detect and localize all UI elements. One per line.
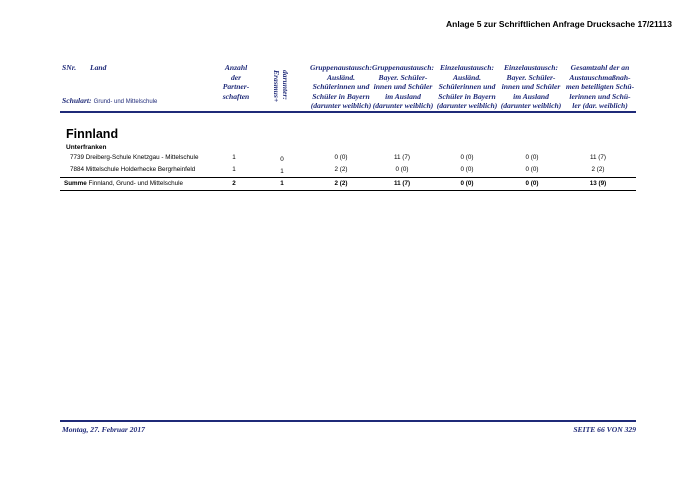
- header-line: Partner-: [222, 82, 250, 92]
- summary-text: Finnland, Grund- und Mittelschule: [88, 180, 184, 187]
- gesamt-value: 2 (2): [591, 166, 605, 173]
- summary-gruppen-auslaendisch: 2 (2): [334, 180, 348, 187]
- header-line: ler (dar. weiblich): [572, 101, 628, 111]
- footer-date: Montag, 27. Februar 2017: [62, 425, 145, 434]
- header-line: Gruppenaustausch:: [309, 63, 373, 72]
- header-line: Schüler in Bayern: [312, 91, 370, 101]
- header-gruppen-auslaendisch: [304, 63, 378, 111]
- header-line: men beteiligten Schü-: [565, 82, 635, 92]
- partner-count: 1: [232, 154, 236, 161]
- header-line: Erasmus+: [272, 70, 281, 103]
- schulart-value: Grund- und Mittelschule: [93, 99, 158, 105]
- table-row: [60, 154, 636, 164]
- header-line: Anzahl: [224, 63, 248, 72]
- header-line: (darunter weiblich): [372, 101, 434, 111]
- gruppen-auslaendisch-value: 2 (2): [334, 166, 348, 173]
- einzel-bayerisch-value: 0 (0): [525, 166, 539, 173]
- footer-divider: [60, 420, 636, 422]
- header-schulart: [62, 96, 157, 105]
- header-line: Schülerinnen und: [312, 82, 370, 92]
- gruppen-bayerisch-value: 0 (0): [395, 166, 409, 173]
- header-line: (darunter weiblich): [436, 101, 498, 111]
- erasmus-count: 1: [280, 168, 284, 175]
- header-anzahl-partnerschaften: [211, 63, 261, 101]
- partner-count: 1: [232, 166, 236, 173]
- summary-einzel-auslaendisch: 0 (0): [460, 180, 474, 187]
- header-line: darunter:: [281, 70, 290, 100]
- header-snr: SNr.: [62, 63, 77, 72]
- summary-gesamt: 13 (9): [589, 180, 607, 187]
- header-line: schaften: [222, 91, 250, 101]
- header-line: Gruppenaustausch:: [371, 63, 435, 72]
- country-heading: Finnland: [66, 127, 119, 141]
- header-line: Bayer. Schüler-: [378, 72, 428, 82]
- header-line: Schüler in Bayern: [438, 91, 496, 101]
- header-line: Ausländ.: [326, 72, 356, 82]
- header-line: Einzelaustausch:: [503, 63, 559, 72]
- erasmus-count: 0: [280, 156, 284, 163]
- header-line: Austauschmaßnah-: [569, 72, 631, 82]
- summary-label: Summe: [64, 180, 87, 187]
- header-gesamtzahl: [562, 63, 638, 111]
- header-line: innen und Schüler: [501, 82, 561, 92]
- header-divider: [60, 111, 636, 113]
- header-line: lerinnen und Schü-: [569, 91, 631, 101]
- header-line: Einzelaustausch:: [439, 63, 495, 72]
- summary-row: [60, 180, 636, 190]
- header-line: innen und Schüler: [373, 82, 433, 92]
- header-land: Land: [90, 63, 107, 72]
- header-line: Gesamtzahl der an: [570, 63, 630, 72]
- header-erasmus: [272, 70, 290, 102]
- summary-label-group: [64, 180, 183, 187]
- summary-gruppen-bayerisch: 11 (7): [393, 180, 411, 187]
- header-line: Schülerinnen und: [438, 82, 496, 92]
- summary-partner: 2: [232, 180, 236, 187]
- school-name: 7884 Mittelschule Holderhecke Bergrheinfeld: [70, 166, 196, 173]
- einzel-auslaendisch-value: 0 (0): [460, 166, 474, 173]
- summary-divider-bottom: [60, 190, 636, 191]
- header-einzel-auslaendisch: [433, 63, 501, 111]
- region-heading: Unterfranken: [66, 144, 107, 151]
- header-line: (darunter weiblich): [310, 101, 372, 111]
- header-line: der: [230, 72, 242, 82]
- schulart-label: Schulart:: [62, 96, 92, 105]
- gruppen-auslaendisch-value: 0 (0): [334, 154, 348, 161]
- header-line: Bayer. Schüler-: [506, 72, 556, 82]
- gesamt-value: 11 (7): [590, 154, 606, 161]
- summary-erasmus: 1: [280, 180, 284, 187]
- summary-einzel-bayerisch: 0 (0): [525, 180, 539, 187]
- header-line: im Ausland: [385, 91, 421, 101]
- einzel-auslaendisch-value: 0 (0): [460, 154, 474, 161]
- einzel-bayerisch-value: 0 (0): [525, 154, 539, 161]
- header-einzel-bayerisch: [498, 63, 564, 111]
- summary-divider-top: [60, 177, 636, 178]
- school-name: 7739 Dreiberg-Schule Knetzgau - Mittelschule: [70, 154, 199, 161]
- header-line: im Ausland: [513, 91, 549, 101]
- table-row: [60, 166, 636, 176]
- header-line: Ausländ.: [452, 72, 482, 82]
- header-gruppen-bayerisch: [369, 63, 437, 111]
- gruppen-bayerisch-value: 11 (7): [394, 154, 410, 161]
- document-reference: Anlage 5 zur Schriftlichen Anfrage Drucksache 17/21113: [446, 19, 672, 29]
- footer-page-number: SEITE 66 VON 329: [573, 425, 636, 434]
- header-line: (darunter weiblich): [500, 101, 562, 111]
